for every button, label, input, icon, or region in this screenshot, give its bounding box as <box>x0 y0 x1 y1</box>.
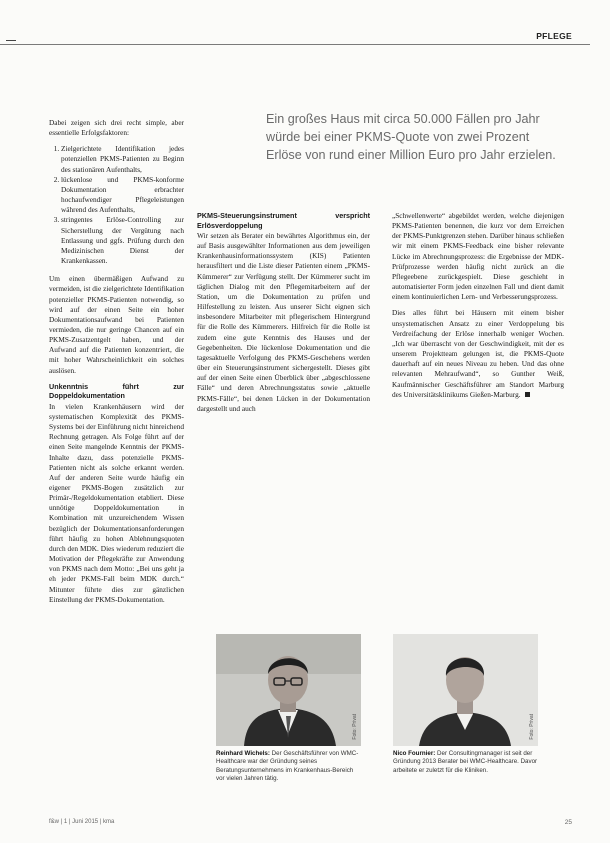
portrait-photo-wichels <box>216 634 361 746</box>
pull-quote: Ein großes Haus mit circa 50.000 Fällen pro Jahr würde bei einer PKMS-Quote von zwei Prozent Erlöse von rund einer Million Euro pro Jahr erzielen. <box>266 112 556 162</box>
page-number: 25 <box>564 819 572 826</box>
portrait-photo-fournier <box>393 634 538 746</box>
body-paragraph: Um einen übermäßigen Aufwand zu vermeiden, ist die zielgerichtete Identifikation potenzieller PKMS-Patienten notwendig, so wird auf der einen Seite ein hoher Dokumentationsaufwand bei Patienten vermieden, die nur geringe Chancen auf ein PKMS-Zusatzentgelt haben, und der Aufwand auf die Patienten konzentriert, die mit hoher Wahrscheinlichkeit ein solches auslösen. <box>49 274 184 375</box>
subheading: PKMS-Steuerungsinstrument verspricht Erlösverdoppelung <box>197 211 370 230</box>
body-paragraph: „Schwellenwerte“ abgebildet werden, welche diejenigen PKMS-Patienten benennen, die kurz vor dem Erreichen der PKMS-Punktgrenzen stehen. Darüber hinaus schließen wir mit einem PKMS-Feedback eine bisher relevante Lücke im Abrechnungsprozess: die Ergebnisse der MDK-Prüfprozesse werden häufig nicht zurück an die Pflegeebene zurückgespielt. Diese geschieht in automatisierter Form jeden einzelnen Fall und dient damit einem kontinuierlichen Lern- und Verbesserungsprozess. <box>392 211 564 302</box>
column-3 <box>392 211 564 406</box>
subheading: Unkenntnis führt zur Doppeldokumentation <box>49 381 184 401</box>
list-item: 1. Zielgerichtete Identifikation jedes potenziellen PKMS-Patienten zu Beginn des stationären Aufenthalts, <box>61 144 184 174</box>
caption-name: Reinhard Wichels: <box>216 750 270 757</box>
caption-text: Der Geschäftsführer von WMC-Healthcare war der Gründung seines Beratungsunternehmens im Krankenhaus-Bereich vor vielen Jahren tätig. <box>216 750 359 782</box>
photo-caption <box>216 750 361 783</box>
end-mark <box>525 392 530 397</box>
section-label: PFLEGE <box>536 31 572 41</box>
crop-tick <box>6 40 16 41</box>
column-2 <box>197 211 370 420</box>
portrait-wichels-image <box>216 634 361 746</box>
header-rule <box>0 44 590 45</box>
body-paragraph: In vielen Krankenhäusern wird der systematischen Komplexität des PKMS-Systems bei der Einführung nicht hinreichend Rechnung getragen. Als Folge führt auf der einen Seite mangelnde Kenntnis der PKMS-Inhalte dazu, dass potenzielle PKMS-Patienten nicht als solche erkannt werden. Auf der anderen Seite wurde häufig ein eigener PKMS-Bogen zusätzlich zur Primär-/Regeldokumentation etabliert. Diese unnötige Doppeldokumentation in Kombination mit unzureichendem Wissen bezüglich der Dokumentationsanforderungen führt häufig zu hohen Ablehnungsquoten durch den MDK. Dies wiederum reduziert die Motivation der Pflegekräfte zur Anwendung von PKMS nach dem Motto: „Bei uns geht ja eh jeder PKMS-Fall beim MDK durch.“ Mitunter führte dies zur gänzlichen Einstellung der PKMS-Dokumentation. <box>49 401 184 604</box>
caption-text: Der Consultingmanager ist seit der Gründung 2013 Berater bei WMC-Healthcare. Davor arbeitete er zuletzt für die Kliniken. <box>393 750 538 774</box>
list-item: 3. stringentes Erlöse-Controlling zur Sicherstellung der Vergütung nach Entlassung und ggfs. Prüfung durch den Medizinischen Dienst der Krankenkassen. <box>61 215 184 266</box>
list-item: 2. lückenlose und PKMS-konforme Dokumentation erbrachter hochaufwendiger Pflegeleistungen während des Aufenthalts, <box>61 175 184 216</box>
intro-paragraph: Dabei zeigen sich drei recht simple, aber essentielle Erfolgsfaktoren: <box>49 118 184 138</box>
body-paragraph <box>392 308 564 399</box>
photo-credit: Foto: Privat <box>352 714 358 740</box>
footer-issue: f&w | 1 | Juni 2015 | kma <box>49 819 115 825</box>
column-1 <box>49 118 184 611</box>
body-paragraph: Wir setzen als Berater ein bewährtes Algorithmus ein, der auf Basis ausgewählter Informationen aus dem jeweiligen Krankenhausinformationssystem (KIS) Patienten herausfiltert und die Liste dieser Patienten einem „PKMS-Kümmerer“ zur Verfügung stellt. Der Kümmerer sucht im täglichen Dialog mit den Pflegemitarbeitern auf der Station, um die Dokumentation zu prüfen und Hilfestellung zu leisten. Aus unserer Sicht eignen sich insbesondere Mitarbeiter mit pflegerischem Hintergrund für die Rolle des Kümmerers. Hilfreich für die Rolle ist zudem eine gute Kenntnis des Hauses und der Gegebenheiten. Die lückenlose Dokumentation und die tagesaktuelle Verfolgung des PKMS-Geschehens werden über ein Steuerungsinstrument sichergestellt. Dieses gibt auf der einen Seite einen Überblick über „abgeschlossene Fälle“ und deren Abrechnungsstatus sowie „aktuelle PKMS-Fälle“, bei denen Lücken in der Dokumentation dargestellt und auch <box>197 231 370 413</box>
success-factor-list <box>49 144 184 266</box>
closing-paragraph-text: Dies alles führt bei Häusern mit einem bisher unsystematischen Ansatz zu einer Verdoppelung bis Verdreifachung der Erlöse innerhalb weniger Wochen. „Ich war überrascht von der Geschwindigkeit, mit der es unserem Projektteam gelungen ist, die PKMS-Quote dauerhaft auf ein neues Niveau zu heben. Und das ohne relevanten Mehraufwand“, so Gunther Weiß, Kaufmännischer Geschäftsführer am Standort Marburg des Universitätsklinikums Gießen-Marburg. <box>392 308 564 399</box>
caption-name: Nico Fournier: <box>393 750 436 757</box>
portrait-fournier-image <box>393 634 538 746</box>
photo-caption <box>393 750 538 775</box>
photo-credit: Foto: Privat <box>529 714 535 740</box>
